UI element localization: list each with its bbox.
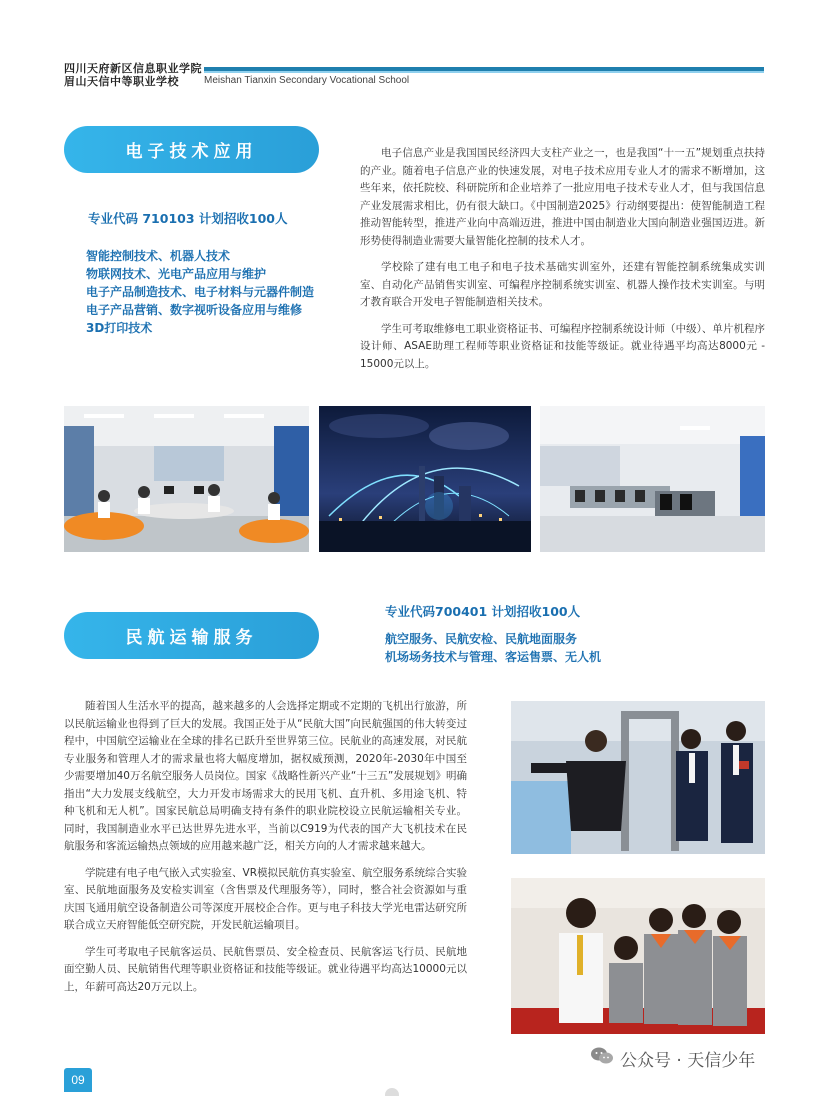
- program-code-aviation: 专业代码700401 计划招收100人: [385, 604, 581, 619]
- electronics-body: [360, 145, 765, 373]
- page-indicator: [385, 1088, 399, 1096]
- paragraph: 学生可考取电子民航客运员、民航售票员、安全检查员、民航客运飞行员、民航地面空勤人员、民航销售代理等职业资格证和技能等级证。就业待遇平均高达10000元以上，年薪可高达20万元以上。: [64, 945, 467, 993]
- paragraph: 随着国人生活水平的提高，越来越多的人会选择定期或不定期的飞机出行旅游，所以民航运输业也得到了巨大的发展。我国正处于从“民航大国”向民航强国的伟大转变过程中，中国航空运输业在全球的排名已跃升至世界第三位。民航业的高速发展，对民航专业服务和管理人才的需求量也将大幅度增加，据权威预测，2020年-2030年中国至少需要增加40万名航空服务人员岗位。国家《战略性新兴产业“十三五”发展规划》明确指出“大力发展支线航空，大力开发市场需求大的民用飞机、直升机、多用途飞机、特种飞机和无人机”。国家民航总局明确支持有条件的职业院校设立民航运输相关专业。同时，我国制造业水平已达世界先进水平，当前以C919为代表的国产大飞机技术在民航服务和客流运输热点领域的应用越来越广泛，相关方向的人才需求越来越大。: [64, 700, 467, 852]
- wechat-icon: [590, 1046, 614, 1071]
- direction-item: 3D打印技术: [86, 321, 153, 335]
- school-name-line1: 四川天府新区信息职业学院: [64, 62, 202, 75]
- paragraph: 学生可考取维修电工职业资格证书、可编程序控制系统设计师（中级）、单片机程序设计师、ASAE助理工程师等职业资格证和技能等级证。就业待遇平均高达8000元 - 15000元以上。: [360, 322, 765, 370]
- security-check-photo: [511, 701, 765, 854]
- page-number: 09: [64, 1068, 92, 1092]
- direction-item: 机场场务技术与管理、客运售票、无人机: [385, 650, 602, 664]
- paragraph: 学院建有电子电气嵌入式实验室、VR模拟民航仿真实验室、航空服务系统综合实验室、民航地面服务及安检实训室（含售票及代理服务等），同时，整合社会资源如与重庆国飞通用航空设备制造公司等深度开展校企合作。更与电子科技大学光电雷达研究所联合成立天府智能低空研究院，开发民航运输项目。: [64, 866, 467, 931]
- school-name-line2: 眉山天信中等职业学校: [64, 75, 179, 88]
- lab-photo: [540, 406, 765, 552]
- section-title-electronics: 电子技术应用: [64, 126, 319, 173]
- directions-list-electronics: [86, 247, 336, 337]
- header-rule-light: [204, 71, 764, 73]
- direction-item: 航空服务、民航安检、民航地面服务: [385, 632, 578, 646]
- wechat-watermark: [590, 1046, 755, 1071]
- cabin-crew-photo: [511, 878, 765, 1034]
- program-code-electronics: 专业代码 710103 计划招收100人: [88, 211, 288, 226]
- city-network-photo: [319, 406, 531, 552]
- direction-item: 电子产品营销、数字视听设备应用与维修: [86, 303, 303, 317]
- paragraph: 学校除了建有电工电子和电子技术基础实训室外，还建有智能控制系统集成实训室、自动化产品销售实训室、可编程序控制系统实训室、机器人操作技术实训室。与明才教育联合开发电子智能制造相关技术。: [360, 261, 765, 308]
- watermark-text: 公众号 · 天信少年: [620, 1051, 756, 1071]
- direction-item: 智能控制技术、机器人技术: [86, 249, 231, 263]
- section-title-aviation: 民航运输服务: [64, 612, 319, 659]
- direction-item: 电子产品制造技术、电子材料与元器件制造: [86, 285, 315, 299]
- school-name-en: Meishan Tianxin Secondary Vocational School: [204, 75, 410, 86]
- directions-list-aviation: [385, 630, 765, 666]
- school-name-cn: [64, 62, 202, 88]
- paragraph: 电子信息产业是我国国民经济四大支柱产业之一，也是我国“十一五”规划重点扶持的产业。随着电子信息产业的快速发展，对电子技术应用专业人才的需求不断增加，这些年来，依托院校、科研院所和企业培养了一批应用电子技术专业人才，但与我国信息产业发展需求相比，仍有很大缺口。《中国制造2025》行动纲要提出：使智能制造工程推动智能转型，推进产业向中高端迈进，推进中国由制造业大国向制造业强国迈进。新形势使得制造业需要大量智能化控制的技术人才。: [360, 147, 765, 247]
- direction-item: 物联网技术、光电产品应用与维护: [86, 267, 267, 281]
- aviation-body: [64, 698, 467, 996]
- classroom-photo: [64, 406, 309, 552]
